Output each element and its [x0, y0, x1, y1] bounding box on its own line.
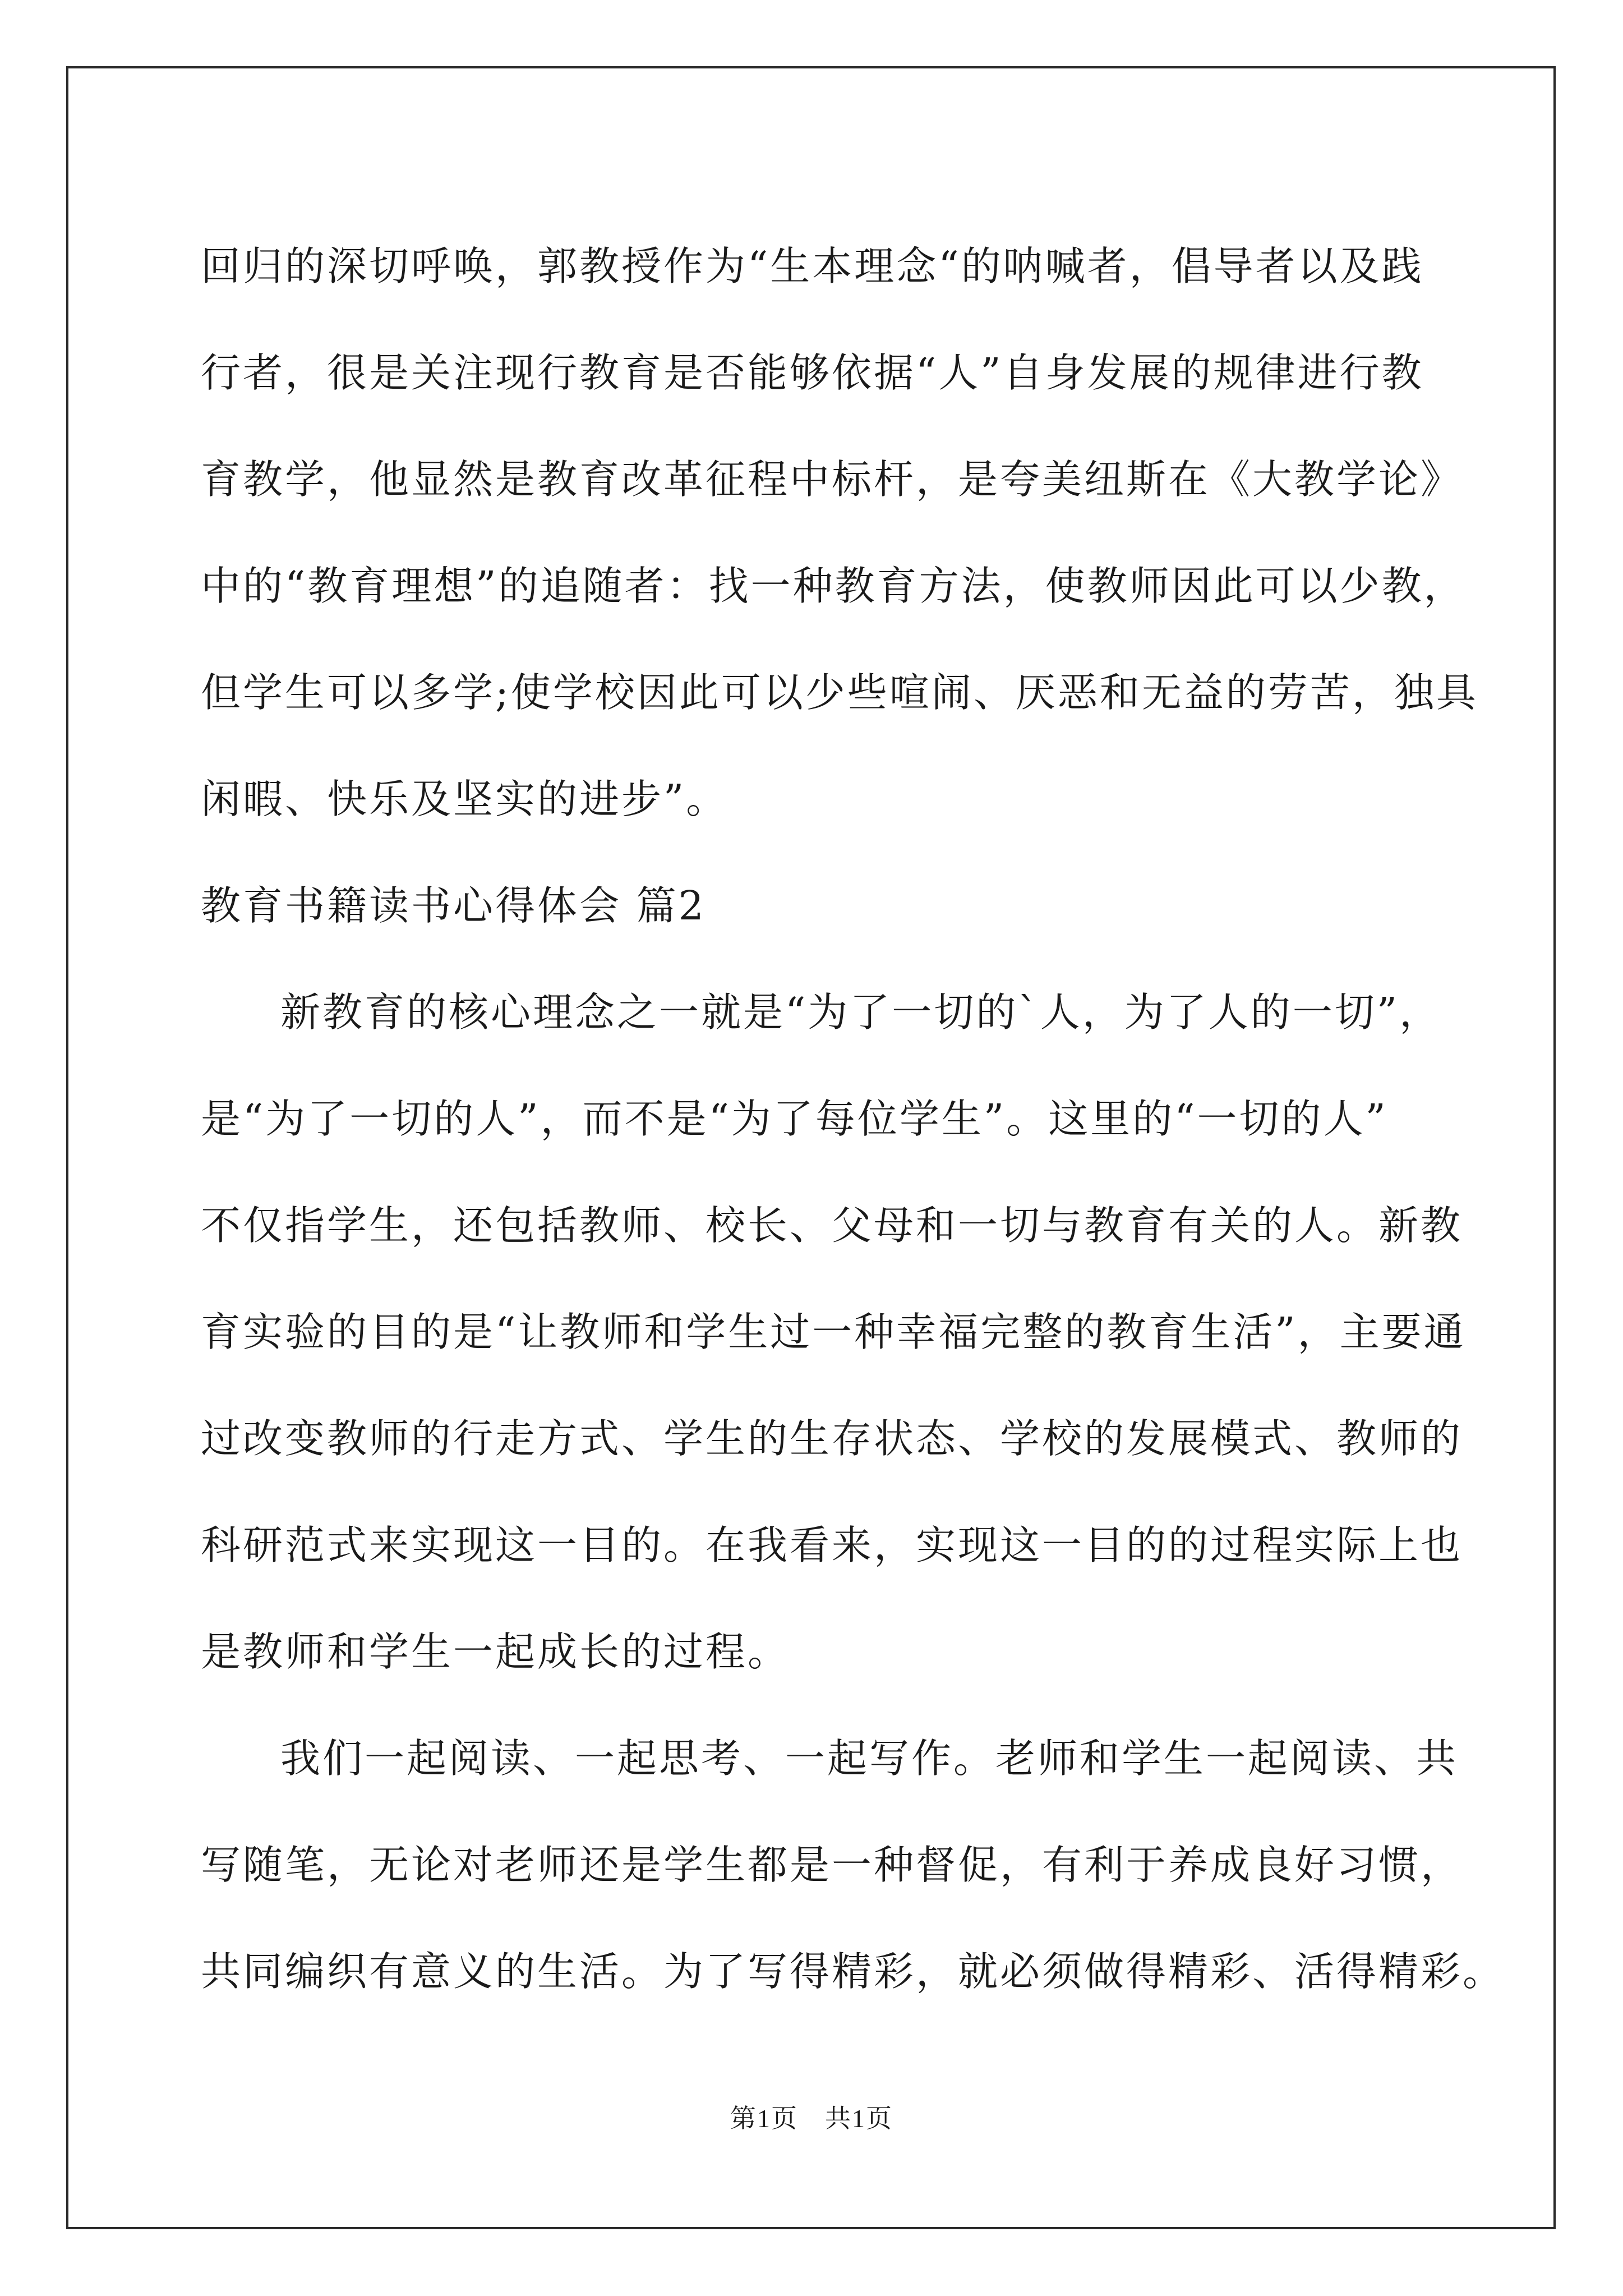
document-body	[201, 213, 1505, 2025]
text-line: 新教育的核心理念之一就是“为了一切的`人，为了人的一切”，	[280, 989, 1442, 1036]
text-line: 是“为了一切的人”，而不是“为了每位学生”。这里的“一切的人”	[201, 1096, 1388, 1142]
page-number-footer: 第1页 共1页	[730, 2104, 893, 2133]
text-line: 闲暇、快乐及坚实的进步”。	[201, 776, 728, 822]
text-line: 育实验的目的是“让教师和学生过一种幸福完整的教育生活”，主要通	[201, 1309, 1466, 1355]
text-line: 回归的深切呼唤，郭教授作为“生本理念“的呐喊者，倡导者以及践	[201, 243, 1424, 289]
text-line: 共同编织有意义的生活。为了写得精彩，就必须做得精彩、活得精彩。	[201, 1948, 1505, 1995]
text-line: 育教学，他显然是教育改革征程中标杆，是夸美纽斯在《大教学论》	[201, 456, 1463, 503]
text-line: 不仅指学生，还包括教师、校长、父母和一切与教育有关的人。新教	[201, 1202, 1463, 1249]
text-line: 过改变教师的行走方式、学生的生存状态、学校的发展模式、教师的	[201, 1415, 1463, 1462]
text-line: 行者，很是关注现行教育是否能够依据“人”自身发展的规律进行教	[201, 349, 1424, 396]
text-line: 我们一起阅读、一起思考、一起写作。老师和学生一起阅读、共	[280, 1735, 1459, 1782]
text-line: 但学生可以多学;使学校因此可以少些喧闹、厌恶和无益的劳苦，独具	[201, 669, 1478, 716]
text-line: 中的“教育理想”的追随者：找一种教育方法，使教师因此可以少教，	[201, 563, 1466, 609]
section-heading: 教育书籍读书心得体会 篇2	[201, 882, 706, 929]
text-line: 科研范式来实现这一目的。在我看来，实现这一目的的过程实际上也	[201, 1522, 1463, 1568]
text-line: 写随笔，无论对老师还是学生都是一种督促，有利于养成良好习惯，	[201, 1842, 1463, 1888]
text-line: 是教师和学生一起成长的过程。	[201, 1628, 790, 1675]
